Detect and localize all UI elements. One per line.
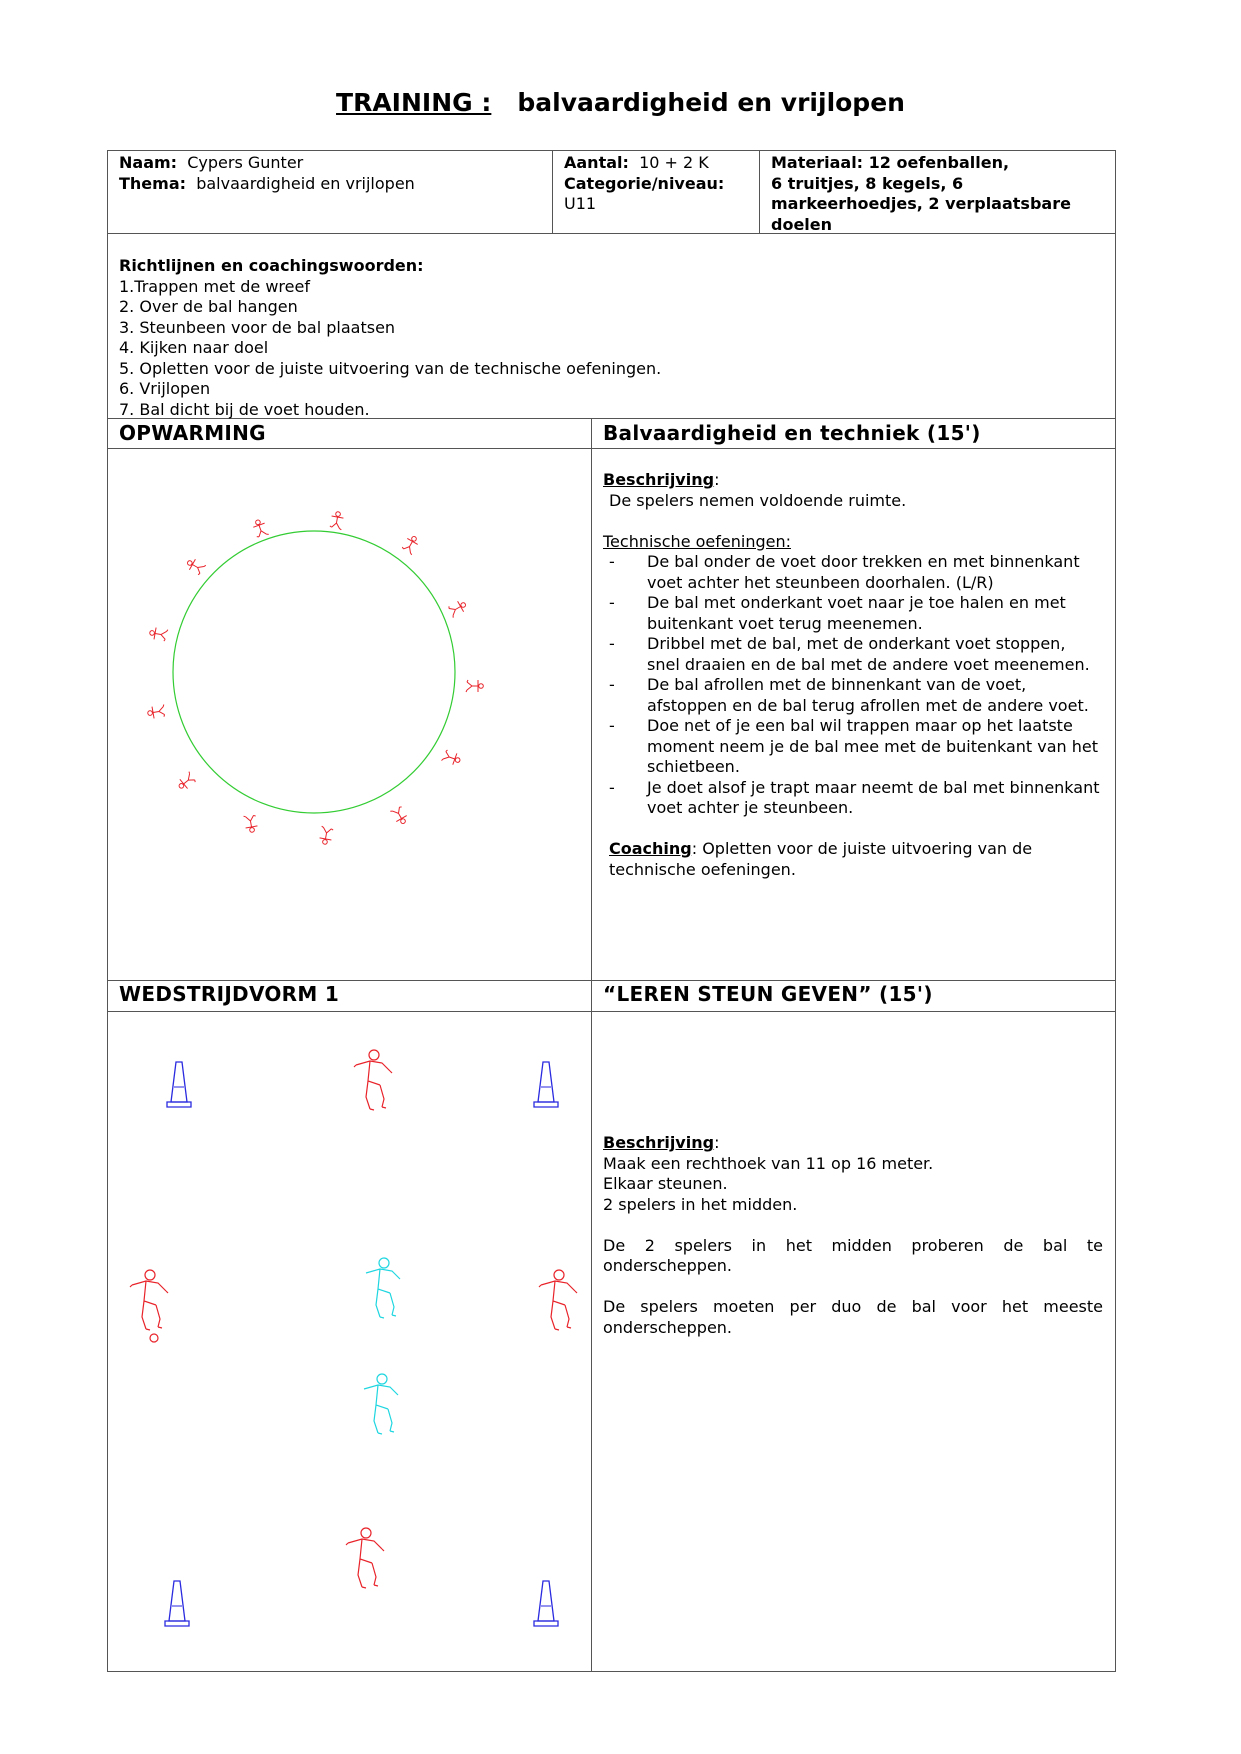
player-icon — [330, 511, 345, 530]
thema-value: balvaardigheid en vrijlopen — [196, 173, 415, 193]
ball-icon — [150, 1334, 158, 1342]
thema-label: Thema: — [119, 173, 187, 193]
player-icon — [466, 680, 483, 692]
divider — [107, 1011, 1116, 1012]
coaching-label: Coaching — [609, 839, 692, 858]
header-aantal — [564, 153, 724, 215]
oefening-item: - De bal met onderkant voet naar je toe halen en met buitenkant voet terug meenemen. — [603, 593, 1103, 634]
divider — [107, 980, 1116, 981]
section-heading-balvaardigheid: Balvaardigheid en techniek (15') — [603, 421, 981, 445]
player-icon — [346, 1528, 384, 1588]
guideline-item: 4. Kijken naar doel — [119, 338, 269, 357]
section-heading-wedstrijdvorm: WEDSTRIJDVORM 1 — [119, 982, 340, 1006]
section2-description: Beschrijving: Maak een rechthoek van 11 op 16 meter. Elkaar steunen. 2 spelers in het midden. De 2 spelers in het midden proberen de bal te onderscheppen. De spelers moeten per duo de bal voor het meeste onderscheppen. — [603, 1133, 1103, 1337]
materiaal-line: Materiaal: 12 oefenballen, — [771, 153, 1010, 172]
oefening-item: - De bal afrollen met de binnenkant van de voet, afstoppen en de bal terug afrollen met de andere voet. — [603, 675, 1103, 716]
categorie-label: Categorie/niveau: — [564, 173, 725, 193]
section-heading-steun-geven: “LEREN STEUN GEVEN” (15') — [603, 982, 933, 1006]
player-icon — [441, 749, 461, 766]
oefening-item: - Dribbel met de bal, met de onderkant voet stoppen, snel draaien en de bal met de andere voet meenemen. — [603, 634, 1103, 675]
guideline-item: 3. Steunbeen voor de bal plaatsen — [119, 317, 396, 337]
player-icon — [366, 1258, 400, 1318]
warmup-circle — [173, 531, 455, 813]
description-line: Elkaar steunen. — [603, 1174, 728, 1193]
player-icon — [176, 772, 197, 792]
oefeningen-list — [603, 552, 1103, 819]
section1-description: Beschrijving: De spelers nemen voldoende ruimte. Technische oefeningen: - De bal onder de voet door trekken en met binnenkant voet achter het steunbeen doorhalen. (L/R) - De bal met onderkant voet naar je toe halen en met buitenkant voet terug meenemen. - Dribbel met de bal, met de onderkant voet stoppen, snel draaien en de bal met de andere voet meenemen. - De bal afrollen met de binnenkant van de voet, afstoppen en de bal terug afrollen met de andere voet. - Doe net of je een bal wil trappen maar op het laatste moment neem je de bal mee met de buitenkant van het schietbeen. - Je doet alsof je trapt maar neemt de bal met binnenkant voet achter je steunbeen. Coaching: Opletten voor de juiste uitvoering van de technische oefeningen. — [603, 470, 1103, 880]
cone-icon — [534, 1062, 558, 1107]
player-icon — [319, 826, 334, 845]
naam-value: Cypers Gunter — [187, 153, 304, 172]
description-line: 2 spelers in het midden. — [603, 1194, 798, 1214]
divider — [591, 418, 592, 1672]
materiaal-line: 6 truitjes, 8 kegels, 6 — [771, 173, 964, 193]
player-icon — [354, 1050, 392, 1110]
player-icon — [364, 1374, 398, 1434]
player-icon — [130, 1270, 168, 1330]
player-icon — [390, 805, 409, 826]
materiaal-line: doelen — [771, 214, 833, 234]
page-title — [0, 88, 1241, 117]
cone-icon — [534, 1581, 558, 1626]
beschrijving-label: Beschrijving — [603, 470, 715, 489]
guideline-item: 5. Opletten voor de juiste uitvoering van de technische oefeningen. — [119, 358, 662, 378]
header-materiaal — [771, 153, 1071, 235]
beschrijving-label: Beschrijving — [603, 1133, 715, 1152]
beschrijving-text: De spelers nemen voldoende ruimte. — [609, 490, 907, 510]
player-icon — [539, 1270, 577, 1330]
player-icon — [447, 599, 468, 618]
player-icon — [401, 534, 420, 555]
player-icon — [244, 814, 259, 833]
player-icon — [252, 518, 269, 538]
description-paragraph: De spelers moeten per duo de bal voor het meeste onderscheppen. — [603, 1297, 1103, 1337]
guideline-item: 2. Over de bal hangen — [119, 297, 298, 316]
warmup-diagram — [110, 452, 588, 972]
description-line: Maak een rechthoek van 11 op 16 meter. — [603, 1153, 934, 1173]
title-text: balvaardigheid en vrijlopen — [517, 88, 905, 117]
header-naam-thema — [119, 153, 415, 194]
divider — [759, 150, 760, 233]
guidelines — [119, 256, 661, 420]
oefening-item: - Je doet alsof je trapt maar neemt de bal met binnenkant voet achter je steunbeen. — [603, 778, 1103, 819]
guideline-item: 6. Vrijlopen — [119, 379, 211, 398]
guideline-item: 7. Bal dicht bij de voet houden. — [119, 399, 370, 419]
aantal-value: 10 + 2 K — [639, 153, 709, 172]
coaching-text: : Opletten voor de juiste uitvoering van de technische oefeningen. — [609, 839, 1033, 879]
player-icon — [149, 627, 168, 642]
materiaal-line: markeerhoedjes, 2 verplaatsbare — [771, 194, 1071, 213]
oefeningen-label: Technische oefeningen: — [603, 531, 791, 551]
guideline-item: 1.Trappen met de wreef — [119, 276, 310, 296]
cone-icon — [167, 1062, 191, 1107]
player-icon — [147, 705, 166, 720]
match-diagram — [110, 1015, 588, 1670]
description-paragraph: De 2 spelers in het midden proberen de bal te onderscheppen. — [603, 1235, 1103, 1275]
categorie-value: U11 — [564, 194, 597, 213]
guidelines-heading: Richtlijnen en coachingswoorden: — [119, 256, 424, 275]
cone-icon — [165, 1581, 189, 1626]
title-prefix: TRAINING : — [336, 88, 492, 117]
oefening-item: - Doe net of je een bal wil trappen maar op het laatste moment neem je de bal mee met de buitenkant van het schietbeen. — [603, 716, 1103, 778]
oefening-item: - De bal onder de voet door trekken en met binnenkant voet achter het steunbeen doorhalen. (L/R) — [603, 552, 1103, 593]
divider — [552, 150, 553, 233]
divider — [107, 448, 1116, 449]
naam-label: Naam: — [119, 153, 178, 172]
player-icon — [185, 557, 206, 576]
aantal-label: Aantal: — [564, 153, 629, 172]
section-heading-opwarming: OPWARMING — [119, 421, 266, 445]
